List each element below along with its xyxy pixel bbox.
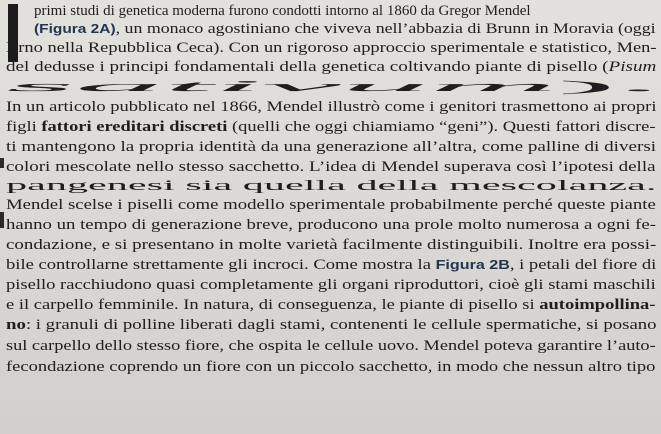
- text-line: [6, 358, 655, 376]
- text-line: [6, 196, 656, 214]
- text-run: Brno nella Repubblica Ceca). Con un rigoroso approccio sperimentale e statistico, Men-: [6, 40, 657, 56]
- text-run: e il carpello femminile. In natura, di conseguenza, le piante di pisello si: [6, 297, 540, 313]
- margin-mark: [0, 212, 4, 228]
- species-name: sativum: [6, 79, 558, 95]
- text-line: [6, 58, 656, 76]
- text-run: primi studi di genetica moderna furono condotti intorno al 1860 da Gregor Mendel: [34, 3, 531, 19]
- key-term: fattori ereditari discreti: [41, 119, 228, 135]
- margin-mark: [0, 158, 4, 168]
- key-term: autoimpollina-: [539, 297, 656, 313]
- text-line: [6, 337, 656, 355]
- text-run: colori mescolate nello stesso sacchetto. L’idea di Mendel superava così l’ipotesi della: [6, 159, 656, 175]
- figure-reference-2a: (Figura 2A): [34, 21, 116, 36]
- text-line: [6, 216, 656, 234]
- text-line: [6, 98, 656, 116]
- key-term: no: [6, 317, 26, 333]
- text-run: : i granuli di polline liberati dagli stami, contenenti le cellule spermatiche, si posano: [25, 317, 657, 333]
- text-run: condazione, e si presentano in molte varietà facilmente distinguibili. Inoltre era possi-: [6, 237, 657, 253]
- text-line: [6, 138, 656, 156]
- text-run: In un articolo pubblicato nel 1866, Mendel illustrò come i genitori trasmettono ai propri: [6, 99, 657, 115]
- text-run: figli: [6, 119, 42, 135]
- text-run: ).: [557, 79, 661, 95]
- text-line: [6, 296, 655, 314]
- text-run: fecondazione coprendo un fiore con un piccolo sacchetto, in modo che nessun altro tipo: [6, 359, 656, 375]
- text-line: [6, 256, 656, 274]
- species-name: Pisum: [608, 59, 657, 75]
- figure-reference-2b: Figura 2B: [435, 257, 510, 272]
- text-line: [6, 177, 656, 195]
- text-run: ti mantengono la propria identità da una generazione all’altra, come palline di diversi: [6, 139, 657, 155]
- text-line: [6, 236, 656, 254]
- text-run: sul carpello dello stesso fiore, che ospita le cellule uovo. Mendel poteva garantire l’auto-: [6, 338, 656, 354]
- text-line: [6, 78, 661, 96]
- text-line: [6, 158, 656, 176]
- text-line: [34, 20, 656, 38]
- text-run: bile controllarne strettamente gli incroci. Come mostra la: [6, 257, 436, 273]
- text-run: pisello racchiudono quasi completamente gli organi riproduttori, cioè gli stami maschili: [6, 277, 656, 293]
- text-run: , i petali del fiore di: [509, 257, 657, 273]
- text-line: [6, 118, 656, 136]
- text-run: del dedusse i principi fondamentali della genetica coltivando piante di pisello (: [6, 59, 609, 75]
- text-line: [6, 39, 657, 57]
- text-run: (quelli che oggi chiamiamo “geni”). Questi fattori discre-: [227, 119, 656, 135]
- text-run: hanno un tempo di generazione breve, producono una prole molto numerosa a ogni fe-: [6, 217, 657, 233]
- text-line: [6, 316, 657, 334]
- text-line: [6, 276, 656, 294]
- text-run: Mendel scelse i piselli come modello sperimentale probabilmente perché queste piante: [6, 197, 656, 213]
- text-run: pangenesi sia quella della mescolanza.: [6, 178, 657, 194]
- text-line: [34, 2, 656, 20]
- text-run: , un monaco agostiniano che viveva nell’abbazia di Brunn in Moravia (oggi: [115, 21, 656, 37]
